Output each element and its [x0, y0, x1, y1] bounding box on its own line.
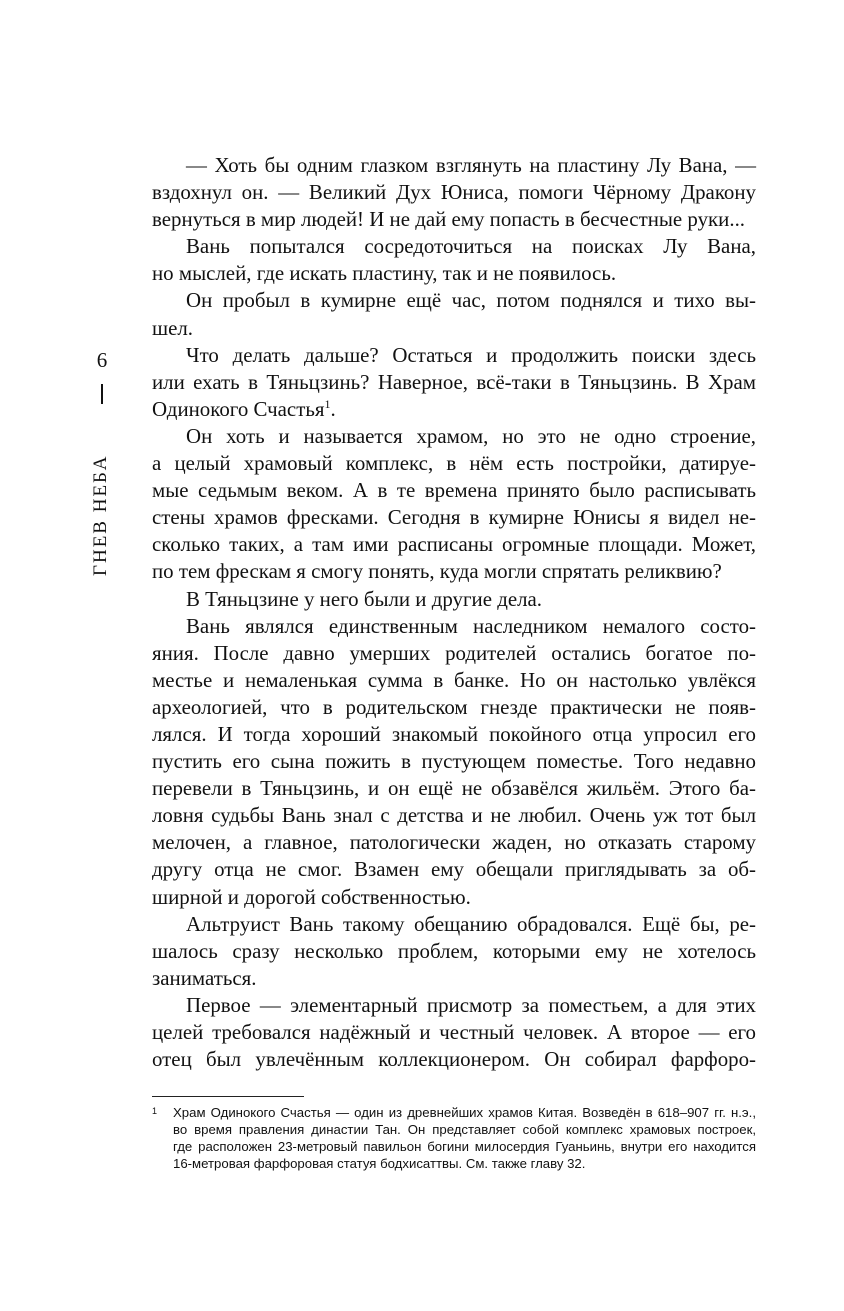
text-line — [152, 369, 756, 396]
running-title-rule — [101, 384, 103, 404]
text-line — [152, 558, 756, 585]
text-line — [152, 531, 756, 558]
text-line-content: а целый храмовый комплекс, в нём есть постройки, датируе- — [152, 451, 756, 476]
text-line-content: шалось сразу несколько проблем, которыми ему не хотелось — [152, 938, 756, 963]
text-line — [152, 613, 756, 640]
text-line-punctuation: . — [330, 396, 336, 421]
text-line-content: — Хоть бы одним глазком взглянуть на пластину Лу Вана, — — [186, 153, 756, 177]
text-line — [152, 667, 756, 694]
text-line-content: ловня судьбы Вань знал с детства и не любил. Очень уж тот был — [152, 803, 756, 828]
text-line — [152, 396, 756, 423]
text-line — [152, 206, 756, 233]
text-line — [152, 938, 756, 965]
text-line — [152, 287, 756, 314]
running-title: ГНЕВ НЕБА — [90, 454, 111, 576]
text-line-content: Он хоть и называется храмом, но это не одно строение, — [186, 423, 756, 448]
text-line — [152, 694, 756, 721]
text-line-content: отец был увлечённым коллекционером. Он собирал фарфоро- — [152, 1047, 756, 1072]
text-line — [152, 911, 756, 938]
text-line — [152, 179, 756, 206]
text-line — [152, 477, 756, 504]
footnote-line: Храм Одинокого Счастья — один из древнейших храмов Китая. Возведён в 618–907 гг. н.э., — [173, 1105, 756, 1120]
text-line-content: яния. После давно умерших родителей остались богатое по- — [152, 640, 756, 665]
text-line-content: перевели в Тяньцзинь, и он ещё не обзавёлся жильём. Этого ба- — [152, 776, 756, 801]
text-line-content: Одинокого Счастья — [152, 396, 325, 421]
text-line — [152, 884, 756, 911]
text-line-content: сколько таких, а там ими расписаны огромные площади. Может, — [152, 532, 756, 557]
footnote-line: во время правления династии Тан. Он представляет собой комплекс храмовых построек, — [173, 1122, 756, 1137]
text-line — [152, 342, 756, 369]
text-line-content: археологией, что в родительском гнезде практически не появ- — [152, 694, 756, 719]
page-number: 6 — [96, 348, 108, 372]
text-line-content: стены храмов фресками. Сегодня в кумирне Юнисы я видел не- — [152, 505, 756, 530]
text-line-content: целей требовался надёжный и честный человек. А второе — его — [152, 1020, 756, 1044]
text-line-content: Вань являлся единственным наследником немалого состо- — [186, 613, 756, 638]
text-line-content: Он пробыл в кумирне ещё час, потом поднялся и тихо вы- — [186, 288, 756, 313]
text-line-content: лялся. И тогда хороший знакомый покойного отца упросил его — [152, 721, 756, 746]
text-line-content: вернуться в мир людей! И не дай ему попасть в бесчестные руки... — [152, 207, 746, 232]
text-line — [152, 856, 756, 883]
footnote-line: 16-метровая фарфоровая статуя бодхисаттвы. См. также главу 32. — [173, 1156, 586, 1171]
text-line-content: Что делать дальше? Остаться и продолжить поиски здесь — [186, 342, 756, 367]
text-line-content: но мыслей, где искать пластину, так и не появилось. — [152, 261, 617, 286]
text-line — [152, 233, 756, 260]
text-line — [152, 992, 756, 1019]
footnote-rule — [152, 1096, 304, 1097]
text-line — [152, 965, 756, 992]
footnote-reference[interactable]: 1 — [324, 396, 331, 411]
text-line — [152, 829, 756, 856]
text-line-content: шел. — [152, 315, 194, 340]
text-line — [152, 775, 756, 802]
text-line — [152, 260, 756, 287]
text-line-content: Вань попытался сосредоточиться на поисках Лу Вана, — [186, 234, 756, 259]
text-line-content: ширной и дорогой собственностью. — [152, 884, 471, 909]
body-text — [152, 152, 756, 1073]
footnote — [152, 1104, 756, 1172]
text-line — [152, 748, 756, 775]
text-line — [152, 450, 756, 477]
text-line — [152, 1046, 756, 1073]
text-line-content: Альтруист Вань такому обещанию обрадовался. Ещё бы, ре- — [186, 911, 756, 936]
footnote-line: где расположен 23-метровый павильон богини милосердия Гуаньинь, внутри его находится — [173, 1139, 756, 1154]
text-line — [152, 586, 756, 613]
text-line-content: вздохнул он. — Великий Дух Юниса, помоги Чёрному Дракону — [152, 180, 756, 205]
text-line-content: В Тяньцзине у него были и другие дела. — [186, 586, 543, 611]
text-line — [152, 423, 756, 450]
text-line-content: по тем фрескам я смогу понять, куда могли спрятать реликвию? — [152, 559, 722, 584]
text-line — [152, 802, 756, 829]
text-line-content: мые седьмым веком. А в те времена принято было расписывать — [152, 478, 756, 503]
text-line — [152, 1019, 756, 1046]
page-margin — [60, 348, 144, 588]
text-line — [152, 721, 756, 748]
text-line-content: пустить его сына пожить в пустующем поместье. Того недавно — [152, 749, 756, 774]
text-line-content: местье и немаленькая сумма в банке. Но он настолько увлёкся — [152, 667, 756, 692]
text-line-content: Первое — элементарный присмотр за поместьем, а для этих — [186, 992, 756, 1017]
footnote-number: 1 — [152, 1106, 158, 1116]
text-line-content: другу отца не смог. Взамен ему обещали приглядывать за об- — [152, 857, 756, 882]
text-line — [152, 152, 756, 179]
text-line-content: мелочен, а главное, патологически жаден, но отказать старому — [152, 830, 756, 855]
text-line-content: заниматься. — [152, 965, 257, 990]
text-line — [152, 315, 756, 342]
text-line-content: или ехать в Тяньцзинь? Наверное, всё-таки в Тяньцзинь. В Храм — [152, 369, 756, 394]
text-line — [152, 504, 756, 531]
text-line — [152, 640, 756, 667]
